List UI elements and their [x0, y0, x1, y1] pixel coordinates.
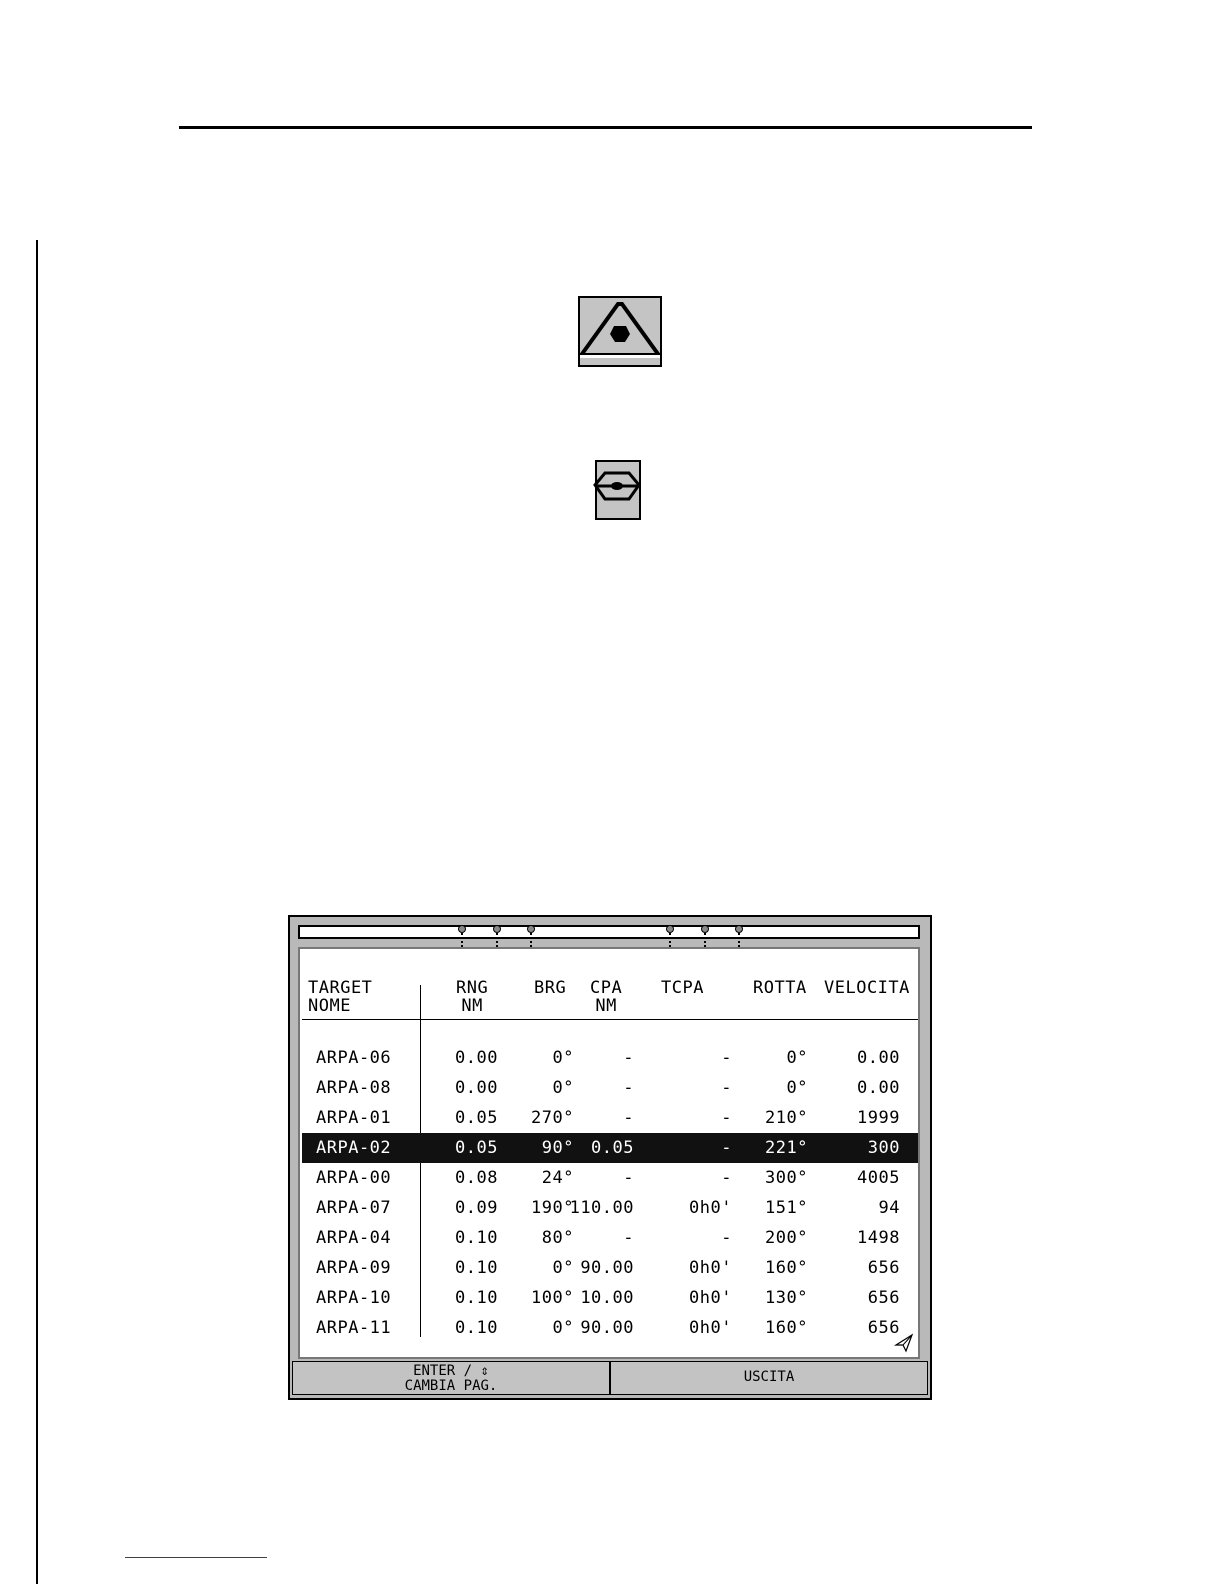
cell-velocita: 300	[867, 1138, 900, 1158]
cell-cpa: -	[623, 1048, 634, 1068]
cell-cpa: 90.00	[580, 1318, 634, 1338]
header-rng	[456, 979, 488, 1015]
header-rotta	[753, 979, 807, 997]
exit-button[interactable]	[610, 1361, 928, 1395]
cell-brg: 100°	[531, 1288, 574, 1308]
cell-rng: 0.00	[455, 1078, 498, 1098]
cell-velocita: 656	[867, 1318, 900, 1338]
cell-velocita: 0.00	[857, 1078, 900, 1098]
cell-cpa: 110.00	[569, 1198, 634, 1218]
cell-name: ARPA-08	[316, 1078, 392, 1098]
cell-cpa: -	[623, 1228, 634, 1248]
exit-button-label: USCITA	[743, 1369, 795, 1385]
cell-rng: 0.10	[455, 1288, 498, 1308]
enter-button-line2: CAMBIA PAG.	[404, 1378, 498, 1394]
cell-brg: 0°	[552, 1078, 574, 1098]
arpa-target-triangle-icon	[578, 296, 662, 367]
enter-change-page-button[interactable]	[292, 1361, 610, 1395]
header-rng-line1: RNG	[456, 978, 489, 998]
cell-brg: 80°	[541, 1228, 574, 1248]
cell-name: ARPA-04	[316, 1228, 392, 1248]
header-tcpa	[661, 979, 704, 997]
cell-name: ARPA-10	[316, 1288, 392, 1308]
cell-name: ARPA-11	[316, 1318, 392, 1338]
header-target-line1: TARGET	[308, 978, 373, 998]
header-brg-line1: BRG	[534, 978, 567, 998]
cell-velocita: 1999	[857, 1108, 900, 1128]
footnote-rule	[125, 1557, 267, 1558]
cell-cpa: 90.00	[580, 1258, 634, 1278]
header-brg	[534, 979, 566, 997]
cell-tcpa: -	[721, 1138, 732, 1158]
cell-rng: 0.09	[455, 1198, 498, 1218]
cell-tcpa: 0h0'	[689, 1288, 732, 1308]
cell-cpa: 0.05	[591, 1138, 634, 1158]
table-row[interactable]	[302, 1103, 918, 1133]
cell-brg: 0°	[552, 1258, 574, 1278]
header-tcpa-line1: TCPA	[661, 978, 704, 998]
cell-name: ARPA-02	[316, 1138, 392, 1158]
header-rule	[302, 1019, 918, 1020]
cell-name: ARPA-09	[316, 1258, 392, 1278]
header-target-line2: NOME	[308, 996, 351, 1016]
cell-cpa: -	[623, 1168, 634, 1188]
header-cpa-line1: CPA	[590, 978, 623, 998]
cell-rotta: 300°	[765, 1168, 808, 1188]
cell-brg: 190°	[531, 1198, 574, 1218]
cell-rng: 0.10	[455, 1258, 498, 1278]
cell-tcpa: -	[721, 1048, 732, 1068]
cell-name: ARPA-00	[316, 1168, 392, 1188]
header-cpa-line2: NM	[595, 996, 617, 1016]
cell-velocita: 1498	[857, 1228, 900, 1248]
header-cpa	[590, 979, 622, 1015]
cell-rotta: 151°	[765, 1198, 808, 1218]
table-row[interactable]	[302, 1223, 918, 1253]
cell-brg: 270°	[531, 1108, 574, 1128]
cell-brg: 0°	[552, 1048, 574, 1068]
cell-rng: 0.05	[455, 1138, 498, 1158]
cell-tcpa: -	[721, 1108, 732, 1128]
cell-rng: 0.10	[455, 1228, 498, 1248]
table-row[interactable]	[302, 1043, 918, 1073]
cell-rotta: 130°	[765, 1288, 808, 1308]
page-margin-bar	[36, 240, 38, 1584]
cell-rotta: 0°	[786, 1078, 808, 1098]
cell-cpa: 10.00	[580, 1288, 634, 1308]
header-rng-line2: NM	[461, 996, 483, 1016]
cell-tcpa: -	[721, 1078, 732, 1098]
cell-rotta: 200°	[765, 1228, 808, 1248]
cell-brg: 90°	[541, 1138, 574, 1158]
table-row[interactable]	[302, 1163, 918, 1193]
cell-rotta: 221°	[765, 1138, 808, 1158]
cell-tcpa: 0h0'	[689, 1318, 732, 1338]
cell-rotta: 160°	[765, 1258, 808, 1278]
cell-rng: 0.10	[455, 1318, 498, 1338]
panel-title-bar	[298, 925, 920, 939]
enter-button-line1: ENTER / ⇕	[413, 1363, 489, 1379]
cell-tcpa: 0h0'	[689, 1258, 732, 1278]
page-header-rule	[179, 126, 1032, 129]
cell-tcpa: -	[721, 1228, 732, 1248]
table-row[interactable]	[302, 1193, 918, 1223]
arpa-target-list-panel	[288, 915, 932, 1400]
cell-velocita: 4005	[857, 1168, 900, 1188]
table-row[interactable]	[302, 1073, 918, 1103]
table-row-selected[interactable]	[302, 1133, 918, 1163]
cell-name: ARPA-06	[316, 1048, 392, 1068]
cell-tcpa: -	[721, 1168, 732, 1188]
header-velocita	[824, 979, 910, 997]
cell-rng: 0.08	[455, 1168, 498, 1188]
target-table	[298, 947, 920, 1359]
cell-brg: 24°	[541, 1168, 574, 1188]
cell-rotta: 160°	[765, 1318, 808, 1338]
cell-cpa: -	[623, 1078, 634, 1098]
paper-plane-icon[interactable]	[894, 1333, 914, 1353]
cell-brg: 0°	[552, 1318, 574, 1338]
cell-tcpa: 0h0'	[689, 1198, 732, 1218]
cell-rotta: 0°	[786, 1048, 808, 1068]
cell-name: ARPA-07	[316, 1198, 392, 1218]
cell-velocita: 656	[867, 1288, 900, 1308]
cell-cpa: -	[623, 1108, 634, 1128]
table-row[interactable]	[302, 1283, 918, 1313]
cell-velocita: 0.00	[857, 1048, 900, 1068]
arpa-acquire-circle-icon	[591, 459, 642, 521]
header-target	[308, 979, 372, 1015]
cell-velocita: 656	[867, 1258, 900, 1278]
cell-rng: 0.05	[455, 1108, 498, 1128]
cell-rng: 0.00	[455, 1048, 498, 1068]
cell-velocita: 94	[878, 1198, 900, 1218]
table-row[interactable]	[302, 1253, 918, 1283]
cell-name: ARPA-01	[316, 1108, 392, 1128]
header-velocita-line1: VELOCITA	[824, 978, 910, 998]
header-rotta-line1: ROTTA	[753, 978, 807, 998]
table-row[interactable]	[302, 1313, 918, 1343]
cell-rotta: 210°	[765, 1108, 808, 1128]
